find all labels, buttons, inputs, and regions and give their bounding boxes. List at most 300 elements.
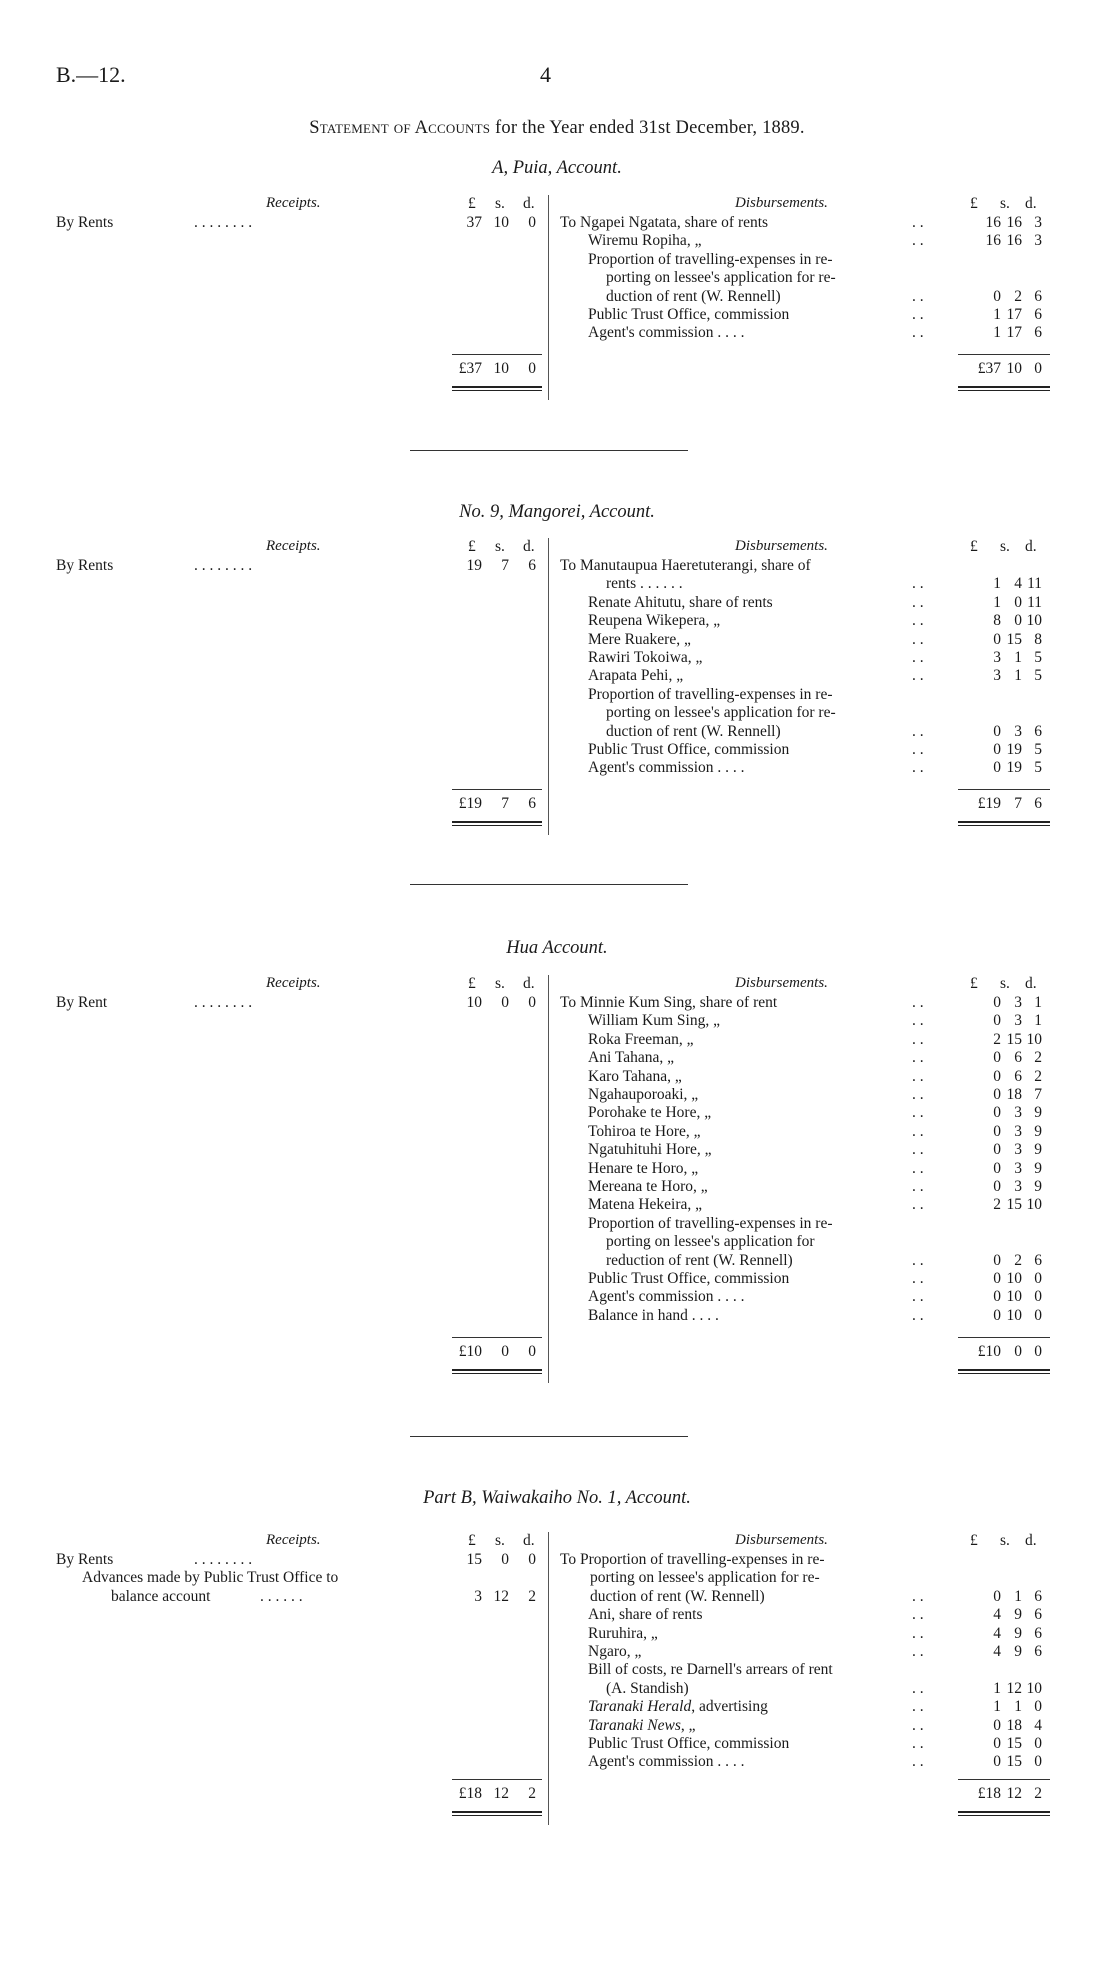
account-2-disb-7-line-1: Proportion of travelling-expenses in re-	[588, 685, 833, 703]
account-4-disb-2-line-1: Ani, share of rents	[588, 1606, 703, 1624]
account-4-disb-5-shillings: 12	[1006, 1679, 1022, 1697]
account-1-disb-5-pounds: 1	[993, 324, 1001, 342]
account-2-disb-7-pence: 6	[1034, 722, 1042, 740]
account-1-disb-total-double-rule	[958, 386, 1050, 391]
account-1-disb-1-pounds: 16	[985, 214, 1001, 231]
account-4-disb-8-line-1: Public Trust Office, commission	[588, 1735, 790, 1752]
account-2-disb-6-pence: 5	[1034, 667, 1042, 685]
account-1-disb-1-line-1: To Ngapei Ngatata, share of rents	[560, 214, 769, 231]
account-2-disb-7-pounds: 0	[993, 722, 1001, 740]
account-2-disb-7-line-3: duction of rent (W. Rennell)	[606, 722, 781, 740]
account-3-disb-14-line-1: Public Trust Office, commission	[588, 1270, 790, 1287]
account-2-disb-1-pence: 11	[1027, 575, 1042, 593]
account-4-disb-3-shillings: 9	[1014, 1624, 1022, 1642]
account-4-receipts-pound-head: £	[468, 1532, 476, 1549]
account-3-disb-3-shillings: 15	[1006, 1030, 1022, 1048]
account-2-receipt-1-pounds: 19	[466, 557, 482, 574]
account-4-disb-7-pounds: 0	[993, 1716, 1001, 1734]
account-2-disb-4-shillings: 15	[1006, 630, 1022, 648]
account-3-disb-pound-head: £	[970, 975, 978, 992]
account-3-receipt-1-shillings: 0	[501, 994, 509, 1011]
account-1-receipt-1-leaders: . . . . . . . .	[194, 214, 253, 231]
account-1-disb-2-leader: . .	[912, 232, 924, 250]
account-2-section-separator	[410, 884, 688, 885]
account-2-disb-9-pounds: 0	[993, 759, 1001, 777]
account-4-disb-total-rule	[958, 1779, 1050, 1780]
account-3-disb-6-leader: . .	[912, 1086, 924, 1103]
account-2-receipt-1-shillings: 7	[501, 557, 509, 574]
account-3-disb-8-pounds: 0	[993, 1122, 1001, 1140]
account-3-disb-13-line-2: porting on lessee's application for	[606, 1233, 815, 1251]
account-2-disb-total-shillings: 7	[1014, 795, 1022, 812]
account-2-disb-8-pence: 5	[1034, 741, 1042, 758]
account-4-disb-1-pounds: 0	[993, 1587, 1001, 1605]
account-3-disb-14-leader: . .	[912, 1270, 924, 1287]
account-3-disb-13-shillings: 2	[1014, 1251, 1022, 1269]
account-1-disb-3-line-3: duction of rent (W. Rennell)	[606, 287, 781, 305]
account-3-disb-2-pence: 1	[1034, 1012, 1042, 1030]
account-3-receipt-total-pounds: £10	[458, 1343, 482, 1360]
account-2-disb-9-shillings: 19	[1006, 759, 1022, 777]
account-4-disb-1-line-2: porting on lessee's application for re-	[590, 1569, 820, 1587]
account-3-divider	[548, 975, 549, 1383]
account-2-disb-8-pounds: 0	[993, 741, 1001, 758]
account-1-disb-4-pence: 6	[1034, 306, 1042, 323]
account-1-disb-shilling-head: s.	[1000, 195, 1010, 212]
account-2-receipt-1-label: By Rents	[56, 557, 114, 574]
account-2-disb-pence-head: d.	[1025, 538, 1037, 555]
account-4-disb-total-double-rule	[958, 1811, 1050, 1816]
account-3-disb-16-pence: 0	[1034, 1306, 1042, 1324]
account-4-disb-6-shillings: 1	[1014, 1698, 1022, 1716]
account-4-disb-9-line-1: Agent's commission . . . .	[588, 1753, 745, 1771]
account-2-disb-9-leader: . .	[912, 759, 924, 777]
account-3-receipts-heading: Receipts.	[266, 975, 321, 991]
account-1-disb-3-shillings: 2	[1014, 287, 1022, 305]
account-2-disb-4-leader: . .	[912, 630, 924, 648]
account-2-disb-7-line-2: porting on lessee's application for re-	[606, 704, 836, 722]
account-4-disb-pence-head: d.	[1025, 1532, 1037, 1549]
account-4-disb-4-pence: 6	[1034, 1643, 1042, 1660]
account-2-disb-8-leader: . .	[912, 741, 924, 758]
account-4-title: Part B, Waiwakaiho No. 1, Account.	[423, 1488, 691, 1508]
account-1-disb-5-shillings: 17	[1006, 324, 1022, 342]
account-2-divider	[548, 538, 549, 835]
account-3-disb-pence-head: d.	[1025, 975, 1037, 992]
account-3-receipt-1-pence: 0	[528, 994, 536, 1011]
account-4-disb-4-leader: . .	[912, 1643, 924, 1660]
account-4-disb-5-pence: 10	[1026, 1679, 1042, 1697]
account-3-disb-10-line-1: Henare te Horo, „	[588, 1159, 699, 1177]
account-4-disb-6-leader: . .	[912, 1698, 924, 1716]
account-3-disb-2-leader: . .	[912, 1012, 924, 1030]
account-1-disb-2-pence: 3	[1034, 232, 1042, 250]
account-2-disb-1-line-1: To Manutaupua Haeretuterangi, share of	[560, 557, 811, 574]
account-2-receipt-total-rule	[452, 789, 542, 790]
account-2-disb-6-line-1: Arapata Pehi, „	[588, 667, 684, 685]
account-2-disbursements-heading: Disbursements.	[735, 538, 828, 554]
account-1-receipt-1-label: By Rents	[56, 214, 114, 231]
account-2-disb-3-line-1: Reupena Wikepera, „	[588, 612, 721, 630]
account-4-disb-1-leader: . .	[912, 1587, 924, 1605]
account-3-disb-16-leader: . .	[912, 1306, 924, 1324]
account-4-receipt-total-pence: 2	[528, 1785, 536, 1802]
account-4-receipt-total-pounds: £18	[458, 1785, 482, 1802]
account-2-disb-3-leader: . .	[912, 612, 924, 630]
account-3-disb-15-leader: . .	[912, 1288, 924, 1306]
account-4-receipt-1-shillings: 0	[501, 1551, 509, 1568]
account-1-receipt-total-pence: 0	[528, 360, 536, 377]
account-3-disb-4-leader: . .	[912, 1049, 924, 1067]
account-3-disb-total-pence: 0	[1034, 1343, 1042, 1360]
account-3-disb-16-shillings: 10	[1006, 1306, 1022, 1324]
account-3-disb-4-shillings: 6	[1014, 1049, 1022, 1067]
account-3-disb-1-pence: 1	[1034, 994, 1042, 1011]
account-2-disb-3-shillings: 0	[1014, 612, 1022, 630]
account-2-disb-7-shillings: 3	[1014, 722, 1022, 740]
account-3-title: Hua Account.	[506, 938, 608, 958]
account-1-receipt-total-shillings: 10	[493, 360, 509, 377]
account-3-section-separator	[410, 1436, 688, 1437]
account-3-disb-5-leader: . .	[912, 1067, 924, 1085]
title-prefix: Statement of Accounts	[309, 118, 491, 138]
account-4-disb-3-line-1: Ruruhira, „	[588, 1624, 658, 1642]
account-1-receipt-total-rule	[452, 354, 542, 355]
account-3-disb-12-leader: . .	[912, 1196, 924, 1214]
account-3-disb-6-shillings: 18	[1006, 1086, 1022, 1103]
account-3-disb-1-shillings: 3	[1014, 994, 1022, 1011]
account-4-disb-3-pence: 6	[1034, 1624, 1042, 1642]
account-4-receipt-2-leaders: . . . . . .	[260, 1587, 303, 1605]
account-3-disb-14-pence: 0	[1034, 1270, 1042, 1287]
account-3-disb-11-pence: 9	[1034, 1178, 1042, 1195]
account-2-disb-pound-head: £	[970, 538, 978, 555]
account-3-disb-9-leader: . .	[912, 1141, 924, 1159]
account-3-disb-3-line-1: Roka Freeman, „	[588, 1030, 694, 1048]
account-1-receipt-1-pence: 0	[528, 214, 536, 231]
account-1-disb-total-pounds: £37	[977, 360, 1001, 377]
account-1-divider	[548, 195, 549, 400]
account-2-title: No. 9, Mangorei, Account.	[459, 502, 655, 522]
account-2-receipt-1-pence: 6	[528, 557, 536, 574]
account-3-disb-16-line-1: Balance in hand . . . .	[588, 1306, 719, 1324]
account-3-disb-13-pence: 6	[1034, 1251, 1042, 1269]
account-1-section-separator	[410, 450, 688, 451]
title-rest: for the Year ended 31st December, 1889.	[490, 118, 805, 138]
account-1-disb-4-line-1: Public Trust Office, commission	[588, 306, 790, 323]
account-4-receipt-total-rule	[452, 1779, 542, 1780]
account-3-disb-15-shillings: 10	[1006, 1288, 1022, 1306]
account-4-disb-7-line-1	[588, 1717, 696, 1735]
account-2-receipt-total-pence: 6	[528, 795, 536, 812]
account-3-disb-15-line-1: Agent's commission . . . .	[588, 1288, 745, 1306]
account-4-receipt-total-double-rule	[452, 1811, 542, 1816]
account-3-receipts-pound-head: £	[468, 975, 476, 992]
account-2-receipts-pence-head: d.	[523, 538, 535, 555]
account-3-disb-13-leader: . .	[912, 1251, 924, 1269]
account-2-receipt-1-leaders: . . . . . . . .	[194, 557, 253, 574]
account-1-receipt-total-double-rule	[452, 386, 542, 391]
account-2-disb-5-pence: 5	[1034, 649, 1042, 666]
account-1-receipts-pound-head: £	[468, 195, 476, 212]
account-4-receipt-1-label: By Rents	[56, 1551, 114, 1568]
account-3-disb-9-pounds: 0	[993, 1141, 1001, 1159]
account-3-disb-10-leader: . .	[912, 1159, 924, 1177]
account-2-disb-6-pounds: 3	[993, 667, 1001, 685]
account-4-receipt-2-cont: balance account	[111, 1587, 211, 1605]
account-2-disb-3-pence: 10	[1026, 612, 1042, 630]
page-title	[0, 118, 1114, 139]
account-4-disb-8-pounds: 0	[993, 1735, 1001, 1752]
account-3-disb-total-pounds: £10	[977, 1343, 1001, 1360]
account-3-disb-13-pounds: 0	[993, 1251, 1001, 1269]
account-4-disb-total-pounds: £18	[977, 1785, 1001, 1802]
account-3-disb-12-pence: 10	[1026, 1196, 1042, 1214]
account-4-disb-1-line-3: duction of rent (W. Rennell)	[590, 1587, 765, 1605]
account-3-disb-3-pence: 10	[1026, 1030, 1042, 1048]
account-4-receipt-1-pence: 0	[528, 1551, 536, 1568]
account-4-disb-5-line-1: Bill of costs, re Darnell's arrears of rent	[588, 1661, 833, 1679]
account-2-receipt-total-double-rule	[452, 821, 542, 826]
account-3-disb-5-shillings: 6	[1014, 1067, 1022, 1085]
account-3-disb-7-line-1: Porohake te Hore, „	[588, 1104, 712, 1122]
account-4-disb-6-pence: 0	[1034, 1698, 1042, 1716]
account-4-disb-3-pounds: 4	[993, 1624, 1001, 1642]
account-1-disb-3-line-1: Proportion of travelling-expenses in re-	[588, 250, 833, 268]
account-3-disb-7-pence: 9	[1034, 1104, 1042, 1122]
item-text: , „	[680, 1716, 696, 1734]
account-2-disb-9-pence: 5	[1034, 759, 1042, 777]
account-3-disb-6-line-1: Ngahauporoaki, „	[588, 1086, 699, 1103]
account-3-disb-10-pounds: 0	[993, 1159, 1001, 1177]
account-3-disb-8-leader: . .	[912, 1122, 924, 1140]
account-3-disb-8-pence: 9	[1034, 1122, 1042, 1140]
account-4-disb-1-line-1: To Proportion of travelling-expenses in re-	[560, 1551, 825, 1568]
account-2-disb-total-pence: 6	[1034, 795, 1042, 812]
account-2-receipts-heading: Receipts.	[266, 538, 321, 554]
account-3-disb-total-shillings: 0	[1014, 1343, 1022, 1360]
account-3-disb-9-pence: 9	[1034, 1141, 1042, 1159]
account-4-disb-8-shillings: 15	[1006, 1735, 1022, 1752]
account-3-disb-14-pounds: 0	[993, 1270, 1001, 1287]
account-3-disb-10-pence: 9	[1034, 1159, 1042, 1177]
account-4-disb-6-line-1	[588, 1698, 768, 1716]
account-3-disb-7-leader: . .	[912, 1104, 924, 1122]
account-3-disb-8-shillings: 3	[1014, 1122, 1022, 1140]
account-3-disb-11-line-1: Mereana te Horo, „	[588, 1178, 708, 1195]
account-1-receipt-1-shillings: 10	[493, 214, 509, 231]
account-3-receipt-total-double-rule	[452, 1369, 542, 1374]
account-4-disb-9-pounds: 0	[993, 1753, 1001, 1771]
account-3-disb-1-leader: . .	[912, 994, 924, 1011]
account-3-disb-11-pounds: 0	[993, 1178, 1001, 1195]
account-3-disb-1-pounds: 0	[993, 994, 1001, 1011]
account-1-disb-3-pounds: 0	[993, 287, 1001, 305]
account-4-receipt-2-shillings: 12	[493, 1587, 509, 1605]
document-reference: B.—12.	[56, 62, 126, 87]
account-3-disb-9-line-1: Ngatuhituhi Hore, „	[588, 1141, 712, 1159]
account-2-disb-1-leader: . .	[912, 575, 924, 593]
account-4-disbursements-heading: Disbursements.	[735, 1532, 828, 1548]
account-3-disb-4-line-1: Ani Tahana, „	[588, 1049, 674, 1067]
account-4-receipt-2-pounds: 3	[474, 1587, 482, 1605]
account-3-disb-2-pounds: 0	[993, 1012, 1001, 1030]
account-3-disb-12-line-1: Matena Hekeira, „	[588, 1196, 703, 1214]
account-3-receipt-total-pence: 0	[528, 1343, 536, 1360]
account-2-disb-5-pounds: 3	[993, 649, 1001, 666]
account-4-receipt-total-shillings: 12	[493, 1785, 509, 1802]
newspaper-name: Taranaki Herald	[588, 1698, 692, 1716]
account-1-receipts-heading: Receipts.	[266, 195, 321, 211]
account-1-disb-4-shillings: 17	[1006, 306, 1022, 323]
account-4-receipt-1-pounds: 15	[466, 1551, 482, 1568]
account-4-disb-shilling-head: s.	[1000, 1532, 1010, 1549]
account-4-disb-1-shillings: 1	[1014, 1587, 1022, 1605]
account-2-disb-shilling-head: s.	[1000, 538, 1010, 555]
account-1-title: A, Puia, Account.	[492, 158, 622, 178]
account-1-receipts-pence-head: d.	[523, 195, 535, 212]
account-1-disb-5-pence: 6	[1034, 324, 1042, 342]
account-3-disb-7-shillings: 3	[1014, 1104, 1022, 1122]
account-2-receipt-total-shillings: 7	[501, 795, 509, 812]
account-1-disb-5-leader: . .	[912, 324, 924, 342]
account-4-disb-1-pence: 6	[1034, 1587, 1042, 1605]
account-1-disb-pence-head: d.	[1025, 195, 1037, 212]
account-4-disb-2-leader: . .	[912, 1606, 924, 1624]
account-1-disb-3-pence: 6	[1034, 287, 1042, 305]
account-3-disb-6-pounds: 0	[993, 1086, 1001, 1103]
account-1-disb-3-line-2: porting on lessee's application for re-	[606, 269, 836, 287]
account-4-disb-total-shillings: 12	[1006, 1785, 1022, 1802]
account-4-disb-9-shillings: 15	[1006, 1753, 1022, 1771]
account-3-disb-4-pence: 2	[1034, 1049, 1042, 1067]
account-3-disb-5-pounds: 0	[993, 1067, 1001, 1085]
account-2-disb-4-pence: 8	[1034, 630, 1042, 648]
account-3-receipts-shilling-head: s.	[495, 975, 505, 992]
account-3-receipt-total-rule	[452, 1337, 542, 1338]
account-1-disb-total-rule	[958, 354, 1050, 355]
account-3-disb-2-shillings: 3	[1014, 1012, 1022, 1030]
account-3-receipt-1-label: By Rent	[56, 994, 108, 1011]
account-3-disb-15-pence: 0	[1034, 1288, 1042, 1306]
account-2-disb-1-line-2: rents . . . . . .	[606, 575, 683, 593]
account-1-disb-total-pence: 0	[1034, 360, 1042, 377]
account-3-disb-8-line-1: Tohiroa te Hore, „	[588, 1122, 701, 1140]
account-1-disb-total-shillings: 10	[1006, 360, 1022, 377]
account-2-disb-2-leader: . .	[912, 593, 924, 611]
account-4-disb-2-shillings: 9	[1014, 1606, 1022, 1624]
account-3-disb-total-rule	[958, 1337, 1050, 1338]
account-4-receipt-2-label: Advances made by Public Trust Office to	[82, 1569, 339, 1587]
account-3-disbursements-heading: Disbursements.	[735, 975, 828, 991]
account-4-disb-4-line-1: Ngaro, „	[588, 1643, 642, 1660]
account-2-disb-8-shillings: 19	[1006, 741, 1022, 758]
account-4-disb-4-shillings: 9	[1014, 1643, 1022, 1660]
account-4-receipt-2-pence: 2	[528, 1587, 536, 1605]
account-2-disb-4-pounds: 0	[993, 630, 1001, 648]
account-3-disb-11-leader: . .	[912, 1178, 924, 1195]
account-1-receipt-total-pounds: £37	[458, 360, 482, 377]
account-4-disb-2-pence: 6	[1034, 1606, 1042, 1624]
account-3-disb-1-line-1: To Minnie Kum Sing, share of rent	[560, 994, 778, 1011]
account-2-disb-8-line-1: Public Trust Office, commission	[588, 741, 790, 758]
account-3-disb-total-double-rule	[958, 1369, 1050, 1374]
account-3-receipt-total-shillings: 0	[501, 1343, 509, 1360]
account-3-disb-9-shillings: 3	[1014, 1141, 1022, 1159]
account-3-disb-13-line-3: reduction of rent (W. Rennell)	[606, 1251, 793, 1269]
account-4-disb-5-line-2: (A. Standish)	[606, 1679, 689, 1697]
account-4-receipt-1-leaders: . . . . . . . .	[194, 1551, 253, 1568]
account-4-disb-7-shillings: 18	[1006, 1716, 1022, 1734]
account-4-disb-5-leader: . .	[912, 1679, 924, 1697]
account-3-disb-shilling-head: s.	[1000, 975, 1010, 992]
account-4-disb-8-leader: . .	[912, 1735, 924, 1752]
account-1-disb-4-leader: . .	[912, 306, 924, 323]
account-2-disb-2-pounds: 1	[993, 593, 1001, 611]
account-3-disb-12-pounds: 2	[993, 1196, 1001, 1214]
account-2-disb-1-shillings: 4	[1014, 575, 1022, 593]
account-3-disb-12-shillings: 15	[1006, 1196, 1022, 1214]
account-3-disb-6-pence: 7	[1034, 1086, 1042, 1103]
account-4-disb-7-pence: 4	[1034, 1716, 1042, 1734]
account-1-disb-4-pounds: 1	[993, 306, 1001, 323]
account-2-disb-5-line-1: Rawiri Tokoiwa, „	[588, 649, 703, 666]
account-1-disb-2-line-1: Wiremu Ropiha, „	[588, 232, 702, 250]
account-2-disb-9-line-1: Agent's commission . . . .	[588, 759, 745, 777]
account-2-disb-3-pounds: 8	[993, 612, 1001, 630]
account-3-disb-14-shillings: 10	[1006, 1270, 1022, 1287]
account-3-disb-11-shillings: 3	[1014, 1178, 1022, 1195]
account-4-disb-6-pounds: 1	[993, 1698, 1001, 1716]
account-2-disb-total-double-rule	[958, 821, 1050, 826]
account-4-receipts-shilling-head: s.	[495, 1532, 505, 1549]
account-4-disb-2-pounds: 4	[993, 1606, 1001, 1624]
account-2-receipts-shilling-head: s.	[495, 538, 505, 555]
account-2-disb-7-leader: . .	[912, 722, 924, 740]
account-4-divider	[548, 1532, 549, 1825]
account-4-disb-total-pence: 2	[1034, 1785, 1042, 1802]
account-3-disb-16-pounds: 0	[993, 1306, 1001, 1324]
item-text: , advertising	[691, 1698, 768, 1716]
account-3-disb-5-pence: 2	[1034, 1067, 1042, 1085]
account-2-disb-5-leader: . .	[912, 649, 924, 666]
account-3-disb-4-pounds: 0	[993, 1049, 1001, 1067]
account-1-disb-2-pounds: 16	[985, 232, 1001, 250]
account-1-disb-2-shillings: 16	[1006, 232, 1022, 250]
account-4-disb-pound-head: £	[970, 1532, 978, 1549]
account-2-disb-2-pence: 11	[1027, 593, 1042, 611]
account-1-receipts-shilling-head: s.	[495, 195, 505, 212]
account-3-receipts-pence-head: d.	[523, 975, 535, 992]
account-2-disb-5-shillings: 1	[1014, 649, 1022, 666]
account-2-disb-1-pounds: 1	[993, 575, 1001, 593]
account-2-disb-4-line-1: Mere Ruakere, „	[588, 630, 691, 648]
account-2-disb-6-leader: . .	[912, 667, 924, 685]
account-3-receipt-1-pounds: 10	[466, 994, 482, 1011]
account-1-receipt-1-pounds: 37	[466, 214, 482, 231]
account-3-disb-2-line-1: William Kum Sing, „	[588, 1012, 720, 1030]
account-2-disb-total-rule	[958, 789, 1050, 790]
account-2-receipt-total-pounds: £19	[458, 795, 482, 812]
account-4-disb-9-pence: 0	[1034, 1753, 1042, 1771]
account-4-disb-5-pounds: 1	[993, 1679, 1001, 1697]
newspaper-name: Taranaki News	[588, 1716, 681, 1734]
account-1-disb-5-line-1: Agent's commission . . . .	[588, 324, 745, 342]
account-4-receipts-heading: Receipts.	[266, 1532, 321, 1548]
account-2-disb-6-shillings: 1	[1014, 667, 1022, 685]
account-1-disb-pound-head: £	[970, 195, 978, 212]
account-2-receipts-pound-head: £	[468, 538, 476, 555]
